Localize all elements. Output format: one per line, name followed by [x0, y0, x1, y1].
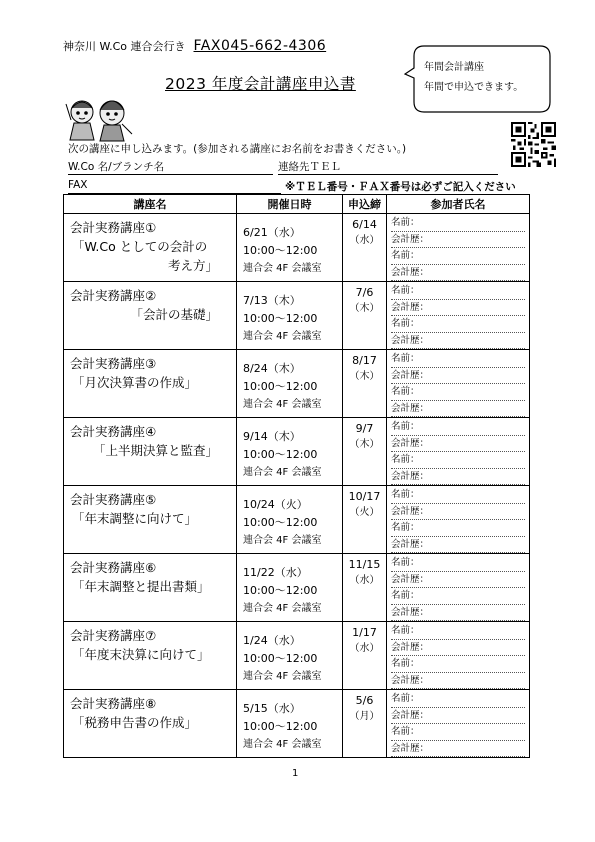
- header-participant: 参加者氏名: [387, 195, 530, 214]
- session-place: 連合会 4F 会議室: [243, 535, 322, 546]
- participant-cell: [387, 690, 530, 758]
- session-time: 10:00～12:00: [243, 244, 318, 257]
- instruction-text: 次の講座に申し込みます。(参加される講座にお名前をお書きください。): [68, 143, 407, 155]
- name-field[interactable]: 名前：: [391, 248, 525, 265]
- history-field[interactable]: 会計歴：: [391, 401, 525, 418]
- deadline-date: 10/17: [348, 490, 381, 503]
- name-field[interactable]: 名前：: [391, 316, 525, 333]
- deadline-date: 11/15: [348, 558, 381, 571]
- course-topic: 「年末調整に向けて」: [72, 511, 198, 526]
- deadline-cell: [343, 282, 387, 350]
- course-table: [63, 194, 530, 758]
- name-field[interactable]: 名前：: [391, 283, 525, 300]
- course-cell: [64, 690, 237, 758]
- deadline-day: （水）: [349, 575, 380, 586]
- course-topic-cont: 「会計の基礎」: [130, 307, 218, 322]
- session-place: 連合会 4F 会議室: [243, 263, 322, 274]
- participant-cell: [387, 554, 530, 622]
- fax-label: FAX: [68, 179, 88, 191]
- deadline-day: （水）: [349, 235, 380, 246]
- table-row: [64, 282, 530, 350]
- course-topic-cont: 「上半期決算と監査」: [92, 443, 218, 458]
- datetime-cell: [237, 214, 343, 282]
- name-field[interactable]: 名前：: [391, 691, 525, 708]
- table-row: [64, 554, 530, 622]
- deadline-cell: [343, 350, 387, 418]
- name-field[interactable]: 名前：: [391, 384, 525, 401]
- name-field[interactable]: 名前：: [391, 656, 525, 673]
- table-row: [64, 622, 530, 690]
- name-field[interactable]: 名前：: [391, 623, 525, 640]
- session-time: 10:00～12:00: [243, 448, 318, 461]
- session-date: 11/22（水）: [243, 566, 308, 579]
- datetime-cell: [237, 690, 343, 758]
- session-time: 10:00～12:00: [243, 584, 318, 597]
- name-field[interactable]: 名前：: [391, 724, 525, 741]
- session-date: 9/14（木）: [243, 430, 301, 443]
- document-title: 2023 年度会計講座申込書: [165, 75, 356, 93]
- table-row: [64, 350, 530, 418]
- bubble-line-2: 年間で申込できます。: [424, 82, 524, 93]
- session-date: 8/24（木）: [243, 362, 301, 375]
- name-field[interactable]: 名前：: [391, 351, 525, 368]
- course-name: 会計実務講座⑦: [70, 628, 157, 643]
- history-field[interactable]: 会計歴：: [391, 504, 525, 521]
- session-place: 連合会 4F 会議室: [243, 331, 322, 342]
- course-name: 会計実務講座③: [70, 356, 157, 371]
- deadline-day: （月）: [349, 711, 380, 722]
- course-name: 会計実務講座②: [70, 288, 157, 303]
- fax-number: FAX045-662-4306: [193, 38, 327, 54]
- deadline-cell: [343, 622, 387, 690]
- deadline-date: 5/6: [355, 694, 374, 707]
- table-row: [64, 214, 530, 282]
- session-time: 10:00～12:00: [243, 516, 318, 529]
- deadline-cell: [343, 486, 387, 554]
- history-field[interactable]: 会計歴：: [391, 741, 525, 758]
- session-date: 1/24（水）: [243, 634, 301, 647]
- course-cell: [64, 282, 237, 350]
- participant-cell: [387, 486, 530, 554]
- name-field[interactable]: 名前：: [391, 555, 525, 572]
- session-place: 連合会 4F 会議室: [243, 399, 322, 410]
- course-topic: 「年度末決算に向けて」: [72, 647, 210, 662]
- course-cell: [64, 622, 237, 690]
- course-cell: [64, 418, 237, 486]
- participant-cell: [387, 214, 530, 282]
- course-cell: [64, 350, 237, 418]
- deadline-date: 1/17: [352, 626, 377, 639]
- course-cell: [64, 214, 237, 282]
- session-place: 連合会 4F 会議室: [243, 739, 322, 750]
- deadline-cell: [343, 214, 387, 282]
- deadline-cell: [343, 554, 387, 622]
- history-field[interactable]: 会計歴：: [391, 572, 525, 589]
- history-field[interactable]: 会計歴：: [391, 333, 525, 350]
- name-field[interactable]: 名前：: [391, 487, 525, 504]
- participant-cell: [387, 282, 530, 350]
- session-date: 6/21（水）: [243, 226, 301, 239]
- deadline-day: （水）: [349, 643, 380, 654]
- deadline-date: 8/17: [352, 354, 377, 367]
- datetime-cell: [237, 282, 343, 350]
- course-topic: 「月次決算書の作成」: [72, 375, 198, 390]
- table-header-row: [64, 195, 530, 214]
- tel-label: 連絡先ＴＥＬ: [278, 161, 341, 173]
- datetime-cell: [237, 350, 343, 418]
- deadline-day: （火）: [349, 507, 380, 518]
- course-name: 会計実務講座④: [70, 424, 157, 439]
- session-time: 10:00～12:00: [243, 720, 318, 733]
- name-field[interactable]: 名前：: [391, 520, 525, 537]
- header-course: 講座名: [64, 195, 237, 214]
- history-field[interactable]: 会計歴：: [391, 368, 525, 385]
- org-name: 神奈川 W.Co 連合会行き: [63, 40, 186, 53]
- session-time: 10:00～12:00: [243, 652, 318, 665]
- history-field[interactable]: 会計歴：: [391, 300, 525, 317]
- header-deadline: 申込締: [343, 195, 387, 214]
- session-time: 10:00～12:00: [243, 312, 318, 325]
- required-note: ※ＴＥＬ番号・ＦＡＸ番号は必ずご記入ください: [285, 181, 516, 193]
- session-date: 7/13（木）: [243, 294, 301, 307]
- deadline-cell: [343, 690, 387, 758]
- header-datetime: 開催日時: [237, 195, 343, 214]
- history-field[interactable]: 会計歴：: [391, 265, 525, 282]
- course-name: 会計実務講座⑥: [70, 560, 157, 575]
- session-place: 連合会 4F 会議室: [243, 603, 322, 614]
- history-field[interactable]: 会計歴：: [391, 605, 525, 622]
- table-row: [64, 486, 530, 554]
- participant-cell: [387, 350, 530, 418]
- participant-cell: [387, 418, 530, 486]
- course-topic: 「年末調整と提出書類」: [72, 579, 210, 594]
- deadline-date: 7/6: [355, 286, 374, 299]
- name-field[interactable]: 名前：: [391, 452, 525, 469]
- history-field[interactable]: 会計歴：: [391, 640, 525, 657]
- datetime-cell: [237, 418, 343, 486]
- deadline-date: 6/14: [352, 218, 377, 231]
- history-field[interactable]: 会計歴：: [391, 436, 525, 453]
- tel-line[interactable]: [278, 174, 498, 175]
- deadline-day: （木）: [349, 303, 380, 314]
- deadline-day: （木）: [349, 371, 380, 382]
- fax-destination: [63, 38, 326, 54]
- session-place: 連合会 4F 会議室: [243, 671, 322, 682]
- course-cell: [64, 486, 237, 554]
- bubble-text: [424, 58, 523, 98]
- datetime-cell: [237, 554, 343, 622]
- history-field[interactable]: 会計歴：: [391, 537, 525, 554]
- mascot-illustration: [62, 94, 138, 144]
- datetime-cell: [237, 486, 343, 554]
- participant-cell: [387, 622, 530, 690]
- name-field[interactable]: 名前：: [391, 588, 525, 605]
- history-field[interactable]: 会計歴：: [391, 469, 525, 486]
- course-topic-cont: 考え方」: [167, 258, 218, 273]
- qr-code: [511, 122, 556, 167]
- deadline-cell: [343, 418, 387, 486]
- course-cell: [64, 554, 237, 622]
- history-field[interactable]: 会計歴：: [391, 673, 525, 690]
- datetime-cell: [237, 622, 343, 690]
- course-name: 会計実務講座⑤: [70, 492, 157, 507]
- course-topic: 「W.Co としての会計の: [72, 239, 208, 254]
- page-number: 1: [292, 768, 299, 779]
- name-field[interactable]: 名前：: [391, 419, 525, 436]
- session-date: 10/24（火）: [243, 498, 308, 511]
- course-name: 会計実務講座⑧: [70, 696, 157, 711]
- course-topic: 「税務申告書の作成」: [72, 715, 198, 730]
- session-place: 連合会 4F 会議室: [243, 467, 322, 478]
- deadline-date: 9/7: [355, 422, 374, 435]
- org-name-label: W.Co 名/ブランチ名: [68, 161, 165, 173]
- bubble-line-1: 年間会計講座: [424, 62, 484, 73]
- org-name-line[interactable]: [68, 174, 273, 175]
- table-row: [64, 690, 530, 758]
- name-field[interactable]: 名前：: [391, 215, 525, 232]
- course-name: 会計実務講座①: [70, 220, 157, 235]
- deadline-day: （木）: [349, 439, 380, 450]
- history-field[interactable]: 会計歴：: [391, 232, 525, 249]
- table-row: [64, 418, 530, 486]
- session-time: 10:00～12:00: [243, 380, 318, 393]
- history-field[interactable]: 会計歴：: [391, 708, 525, 725]
- session-date: 5/15（水）: [243, 702, 301, 715]
